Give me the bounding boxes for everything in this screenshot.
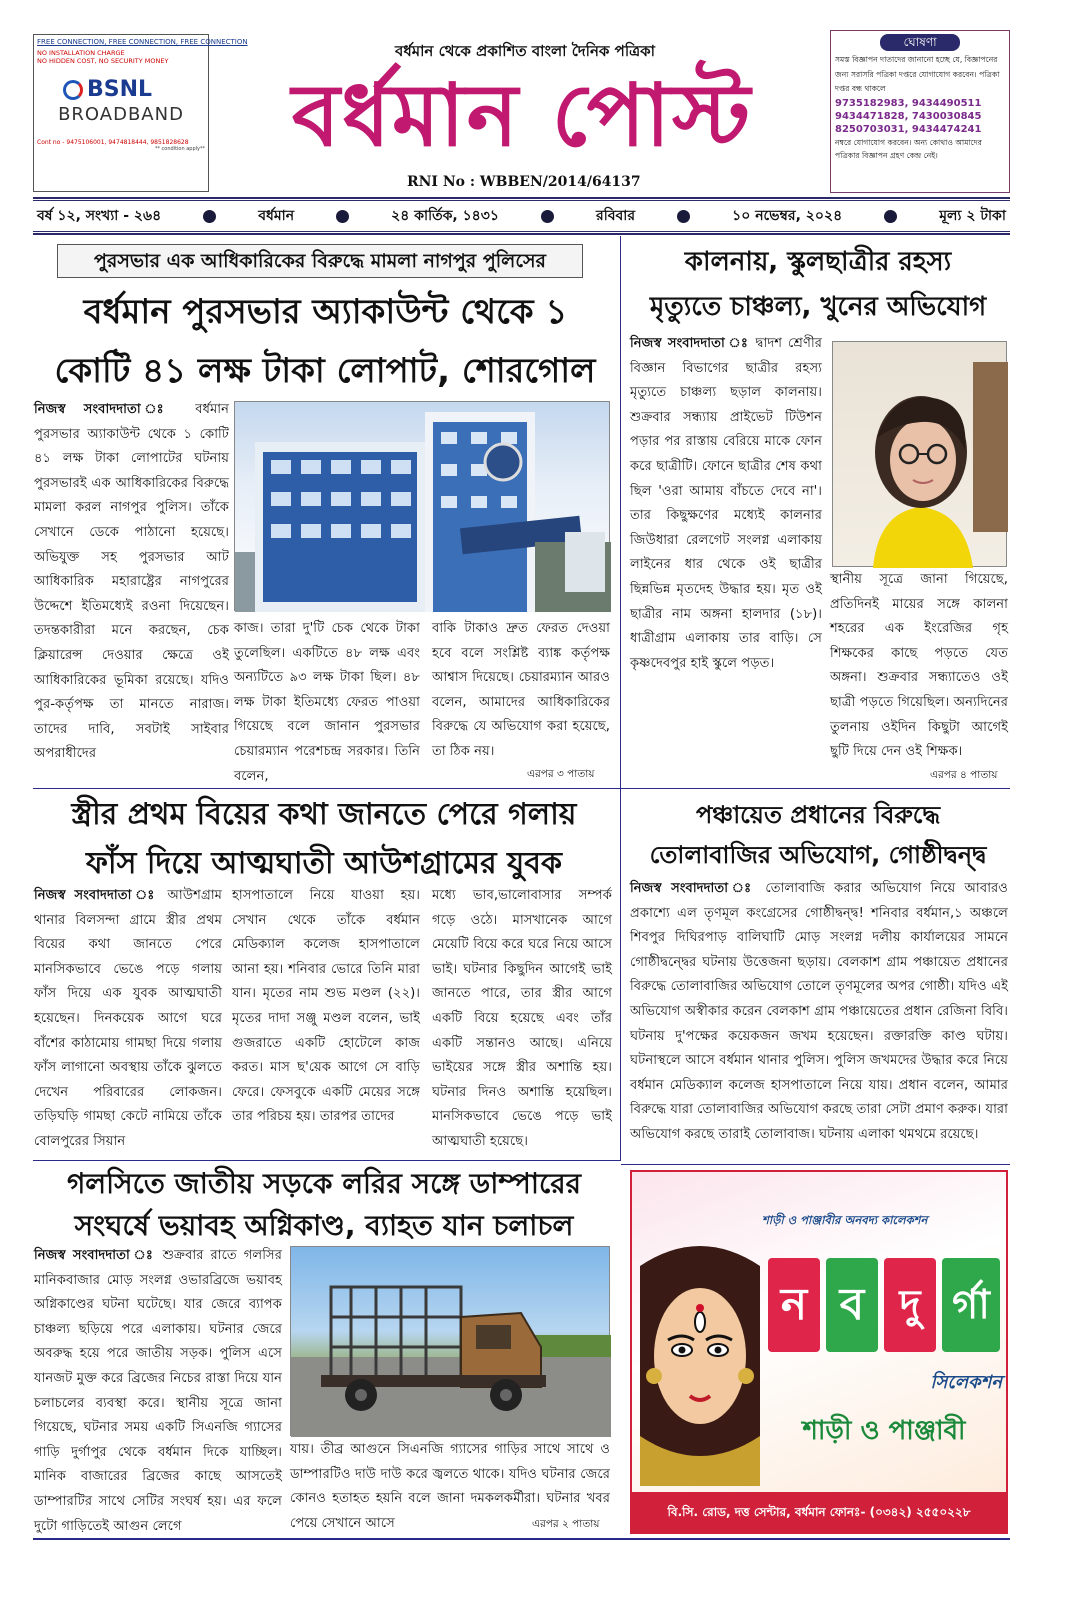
story1-column3 xyxy=(432,617,610,767)
dateline-place: বর্ধমান xyxy=(258,208,295,224)
ad-selection: সিলেকশন xyxy=(930,1372,1002,1393)
story3-text3: মধ্যে ভাব,ভালোবাসার সম্পর্ক গড়ে ওঠে। মাসখানেক আগে মেয়েটি বিয়ে করে ঘরে নিয়ে আসে ভাই। ঘটনার কিছুদিন আগেই ভাই জানতে পারে, তার স্ত্রীর আগে একটি বিয়ে হয়েছে এবং তাঁর একটি সন্তানও আছে। এনিয়ে ভাইয়ের সঙ্গে স্ত্রীর অশান্তি হয়। ঘটনার দিনও অশান্তি হয়েছিল। মানসিকভাবে ভেঙে পড়ে ভাই আত্মঘাতী হয়েছে। xyxy=(432,888,612,1149)
ad-address: বি.সি. রোড, দত্ত সেন্টার, বর্ধমান ফোনঃ- (০৩৪২) ২৫৫০২২৮ xyxy=(667,1505,971,1519)
story5-text1: শুক্রবার রাতে গলসির মানিকবাজার মোড় সংলগ্ন ওভারব্রিজে ভয়াবহ অগ্নিকাণ্ডের ঘটনা ঘটেছে। যার জেরে ব্যাপক চাঞ্চল্য ছড়িয়ে পরে এলাকায়। ঘটনার জেরে অবরুদ্ধ হয়ে পরে জাতীয় সড়ক। পুলিস এসে যানজট মুক্ত করে ব্রিজের নিচের রাস্তা দিয়ে যান চলাচলের ব্যবস্থা করে। স্থানীয় সূত্রে জানা গিয়েছে, ঘটনার সময় একটি সিএনজি গ্যাসের গাড়ি দুর্গাপুর থেকে বর্ধমান দিকে যাচ্ছিল। মানিক বাজারের ব্রিজের কাছে আসতেই ডাম্পারটির সাথে সেটির সংঘর্ষ হয়। এর ফলে দুটো গাড়িতেই আগুন লেগে xyxy=(34,1248,282,1534)
story1-headline-line1: বর্ধমান পুরসভার অ্যাকাউন্ট থেকে ১ xyxy=(83,292,568,332)
dateline-top-rule xyxy=(33,197,1010,201)
masthead-title: বর্ধমান পোস্ট xyxy=(291,66,753,166)
story4-text: তোলাবাজি করার অভিযোগ নিয়ে আবারও প্রকাশ্যে এল তৃণমূল কংগ্রেসের গোষ্ঠীদ্বন্দ্ব! শনিবার বর্ধমান,১ অঞ্চলে শিবপুর দিঘিরপাড় বালিঘাটি মোড় সংলগ্ন দলীয় কার্যালয়ের সামনে গোষ্ঠীদ্বন্দ্বের ঘটনায় উত্তেজনা ছড়ায়। বেলকাশ গ্রাম পঞ্চায়েত প্রধানের বিরুদ্ধে তোলাবাজির অভিযোগ তোলে তৃণমূলের অপর গোষ্ঠী। যদিও এই অভিযোগ অস্বীকার করেন বেলকাশ গ্রাম পঞ্চায়েতের প্রধান রেজিনা বিবি। ঘটনায় দু'পক্ষের কয়েকজন জখম হয়েছেন। রক্তারক্তি কাণ্ড ঘটায়। ঘটনাস্থলে আসে বর্ধমান থানার পুলিস। পুলিস জখমদের উদ্ধার করে নিয়ে বর্ধমান মেডিক্যাল কলেজ হাসপাতালে নিয়ে যায়। প্রধান বলেন, আমার বিরুদ্ধে যারা তোলাবাজির অভিযোগ করছে তারা সেটা প্রমাণ করুক। যারা অভিযোগ করছে তারাই তোলাবাজ। ঘটনায় এলাকা থমথমে রয়েছে। xyxy=(630,881,1008,1142)
burnt-truck-icon xyxy=(291,1247,611,1437)
story3-byline: নিজস্ব সংবাদদাতা ঃ xyxy=(34,888,159,903)
rni-number: RNI No : WBBEN/2014/64137 xyxy=(407,174,641,190)
bullet-icon xyxy=(336,210,349,223)
story1-kicker: পুরসভার এক আধিকারিকের বিরুদ্ধে মামলা নাগপুর পুলিসের xyxy=(94,250,546,272)
story3-text2: হাসপাতালে নিয়ে যাওয়া হয়। সেখান থেকে তাঁকে বর্ধমান মেডিক্যাল কলেজ হাসপাতালে আনা হয়। শনিবার ভোরে তিনি মারা যান। মৃতের নাম শুভ মণ্ডল (২২)। মৃতের দাদা সঞ্জু মণ্ডল বলেন, ভাই গুজরাতে একটি হোটেলে কাজ করত। মাস ছ'য়েক আগে সে বাড়ি ফেরে। ফেসবুকে একটি মেয়ের সঙ্গে তার পরিচয় হয়। তারপর তাদের xyxy=(232,888,420,1125)
story5-column1 xyxy=(34,1244,282,1536)
dateline xyxy=(33,203,1010,229)
bsnl-line1: NO INSTALLATION CHARGE xyxy=(37,49,125,57)
story1-continued: এরপর ৩ পাতায় xyxy=(527,768,595,780)
ad-letter-3: দু xyxy=(884,1258,936,1352)
ad-letter-2: ব xyxy=(826,1258,878,1352)
navadurga-ad xyxy=(630,1170,1008,1534)
notice-box xyxy=(830,30,1010,193)
story5-headline-line1: গলসিতে জাতীয় সড়কে লরির সঙ্গে ডাম্পারের xyxy=(66,1167,582,1200)
notice-text2: নম্বরে যোগাযোগ করবেন। অন্য কোথাও আমাদের পত্রিকার বিজ্ঞাপন গ্রহণ কেন্দ্র নেই। xyxy=(835,137,982,160)
story3-column3 xyxy=(432,884,612,1156)
story2-headline-line1: কালনায়, স্কুলছাত্রীর রহস্য xyxy=(684,247,952,277)
story5-text2: যায়। তীব্র আগুনে সিএনজি গ্যাসের গাড়ির সাথে সাথে ও ডাম্পারটিও দাউ দাউ করে জ্বলতে থাকে। যদিও ঘটনার জেরে কোনও হতাহত হয়নি বলে জানা দমকলকর্মীরা। ঘটনার খবর পেয়ে সেখানে আসে xyxy=(290,1442,610,1531)
story2-text2: স্থানীয় সূত্রে জানা গিয়েছে, প্রতিদিনই মায়ের সঙ্গে কালনা শহরের এক ইংরেজির গৃহ শিক্ষকের কাছে পড়তে যেত অঙ্গনা। শুক্রবার সন্ধ্যাতেও ওই ছাত্রী পড়তে গিয়েছিল। অন্যদিনের তুলনায় ওইদিন কিছুটা আগেই ছুটি দিয়ে দেন ওই শিক্ষক। xyxy=(830,572,1008,760)
story2-column1 xyxy=(630,332,822,786)
column-rule xyxy=(620,789,621,1161)
bsnl-ad xyxy=(33,34,248,192)
story1-headline-line2: কোটি ৪১ লক্ষ টাকা লোপাট, শোরগোল xyxy=(54,351,596,391)
masthead-subtitle: বর্ধমান থেকে প্রকাশিত বাংলা দৈনিক পত্রিকা xyxy=(395,42,655,60)
story5-headline-line2: সংঘর্ষে ভয়াবহ অগ্নিকাণ্ড, ব্যাহত যান চলাচল xyxy=(74,1209,574,1242)
section-rule xyxy=(33,788,1010,789)
municipality-building-icon xyxy=(235,402,611,612)
story5-byline: নিজস্ব সংবাদদাতা ঃ xyxy=(34,1248,156,1263)
story3-headline-line1: স্ত্রীর প্রথম বিয়ের কথা জানতে পেরে গলায় xyxy=(71,797,577,832)
story4-headline-line1: পঞ্চায়েত প্রধানের বিরুদ্ধে xyxy=(695,801,941,829)
story4-body xyxy=(630,877,1008,1161)
column-rule xyxy=(620,236,621,788)
ad-letter-4: র্গা xyxy=(942,1258,1000,1352)
goddess-image xyxy=(640,1236,760,1486)
notice-phones3: 8250703031, 9434474241 xyxy=(835,123,982,135)
bsnl-condition: ** condition apply** xyxy=(154,146,205,152)
bengali-date: ২৪ কার্তিক, ১৪৩১ xyxy=(391,208,499,224)
story1-byline: নিজস্ব সংবাদদাতা ঃ xyxy=(34,402,178,417)
story3-text1: আউশগ্রাম থানার বিলসন্দা গ্রামে স্ত্রীর প্রথম বিয়ের কথা জানতে পেরে মানসিকভাবে ভেঙে পড়ে গলায় ফাঁস দিয়ে এক যুবক আত্মঘাতী হয়েছেন। দিনকয়েক আগে ঘরে বাঁশের কাঠামোয় গামছা দিয়ে গলায় ফাঁস লাগানো অবস্থায় তাঁকে ঝুলতে দেখেন পরিবারের লোকজন। তড়িঘড়ি গামছা কেটে নামিয়ে তাঁকে বোলপুরের সিয়ান xyxy=(34,888,222,1149)
story5-continued: এরপর ২ পাতায় xyxy=(532,1518,600,1530)
story2-photo xyxy=(832,341,1007,567)
story4-byline: নিজস্ব সংবাদদাতা ঃ xyxy=(630,881,757,896)
ad-top-text: শাড়ী ও পাঞ্জাবীর অনবদ্য কালেকশন xyxy=(762,1213,928,1227)
dateline-day: রবিবার xyxy=(596,208,636,224)
story1-column2 xyxy=(234,617,420,785)
ad-product: শাড়ী ও পাঞ্জাবী xyxy=(802,1416,966,1446)
dateline-bottom-rule xyxy=(33,231,1010,235)
story1-photo xyxy=(234,401,610,611)
story2-continued: এরপর ৪ পাতায় xyxy=(930,769,998,781)
issue-number: বর্ষ ১২, সংখ্যা - ২৬৪ xyxy=(37,208,162,224)
story1-column1 xyxy=(34,398,229,784)
bullet-icon xyxy=(203,210,216,223)
notice-phones2: 9434471828, 7430030845 xyxy=(835,110,982,122)
story2-text1: দ্বাদশ শ্রেণীর বিজ্ঞান বিভাগের ছাত্রীর রহস্য মৃত্যুতে চাঞ্চল্য ছড়াল কালনায়। শুক্রবার সন্ধ্যায় প্রাইভেট টিউশন পড়ার পর রাস্তায় বেরিয়ে মাকে ফোন করে ছাত্রীটি। ফোনে ছাত্রীর শেষ কথা ছিল 'ওরা আমায় বাঁচতে দেবে না'। তার কিছুক্ষণের মধ্যেই কালনার জিউধারা রেলগেট সংলগ্ন এলাকায় লাইনের ধার থেকে ওই ছাত্রীর ছিন্নভিন্ন মৃতদেহ উদ্ধার হয়। মৃত ওই ছাত্রীর নাম অঙ্গনা হালদার (১৮)। ধাত্রীগ্রাম এলাকায় তার বাড়ি। সে কৃষ্ণদেবপুর হাই স্কুলে পড়ত। xyxy=(630,336,822,671)
story1-text2: কাজ। তারা দু'টি চেক থেকে টাকা তুলেছিল। একটিতে ৪৮ লক্ষ এবং অন্যটিতে ৯৩ লক্ষ টাকা ছিল। ৪৮ লক্ষ টাকা ইতিমধ্যে ফেরত পাওয়া গিয়েছে বলে জানান পুরসভার চেয়ারম্যান পরেশচন্দ্র সরকার। তিনি বলেন, xyxy=(234,621,420,784)
story3-column1 xyxy=(34,884,222,1156)
story1-text1: বর্ধমান পুরসভার অ্যাকাউন্ট থেকে ১ কোটি ৪১ লক্ষ টাকা লোপাটের ঘটনায় পুরসভারই এক আধিকারিকের বিরুদ্ধে মামলা করল নাগপুর পুলিস। তাঁকে সেখানে ডেকে পাঠানো হয়েছে। অভিযুক্ত সহ পুরসভার আট আধিকারিক মহারাষ্ট্রের নাগপুরের উদ্দেশে ইতিমধ্যেই রওনা দিয়েছেন। তদন্তকারীরা মনে করছেন, চেক ক্লিয়ারেন্স দেওয়ার ক্ষেত্রে ওই আধিকারিকের ভূমিকা রয়েছে। যদিও পুর-কর্তৃপক্ষ তা মানতে নারাজ। তাদের দাবি, সবটাই সাইবার অপরাধীদের xyxy=(34,402,229,762)
bullet-icon xyxy=(541,210,554,223)
price: মূল্য ২ টাকা xyxy=(939,208,1006,224)
durga-face-icon xyxy=(640,1236,760,1486)
bsnl-product: BROADBAND xyxy=(58,104,184,125)
section-rule xyxy=(621,1164,1010,1165)
story2-headline-line2: মৃত্যুতে চাঞ্চল্য, খুনের অভিযোগ xyxy=(649,292,987,322)
story2-column2 xyxy=(830,568,1008,766)
story3-headline-line2: ফাঁস দিয়ে আত্মঘাতী আউশগ্রামের যুবক xyxy=(86,846,562,881)
bsnl-brand: BSNL xyxy=(87,77,153,102)
story4-headline-line2: তোলাবাজির অভিযোগ, গোষ্ঠীদ্বন্দ্ব xyxy=(649,841,987,869)
bsnl-tagline: FREE CONNECTION, FREE CONNECTION, FREE CONNECTION xyxy=(37,38,248,46)
english-date: ১০ নভেম্বর, ২০২৪ xyxy=(732,208,843,224)
notice-text1: সমস্ত বিজ্ঞাপন দাতাদের জানানো হচ্ছে যে, বিজ্ঞাপনের জন্য সরাসরি পত্রিকা দপ্তরে যোগাযোগ করবেন। পত্রিকা দপ্তর বন্ধ থাকলে xyxy=(835,55,1000,93)
ad-letter-1: ন xyxy=(768,1258,820,1352)
notice-phones1: 9735182983, 9434490511 xyxy=(835,97,982,109)
story5-photo xyxy=(290,1246,610,1436)
bullet-icon xyxy=(884,210,897,223)
story1-text3: বাকি টাকাও দ্রুত ফেরত দেওয়া হবে বলে সংশ্লিষ্ট ব্যাঙ্ক কর্তৃপক্ষ আশ্বাস দিয়েছে। চেয়ারম্যান আরও বলেন, আমাদের আধিকারিকের বিরুদ্ধে যে অভিযোগ করা হয়েছে, তা ঠিক নয়। xyxy=(432,621,610,759)
student-portrait-icon xyxy=(833,342,1008,568)
bsnl-line2: NO HIDDEN COST, NO SECURITY MONEY xyxy=(37,57,169,65)
notice-title: ঘোষণা xyxy=(880,34,960,51)
story3-column2 xyxy=(232,884,420,1156)
bullet-icon xyxy=(677,210,690,223)
story2-byline: নিজস্ব সংবাদদাতা ঃ xyxy=(630,336,750,351)
bsnl-logo-icon xyxy=(63,80,83,100)
bsnl-contact: Cont no - 9475106001, 9474818444, 9851828628 xyxy=(37,139,189,146)
